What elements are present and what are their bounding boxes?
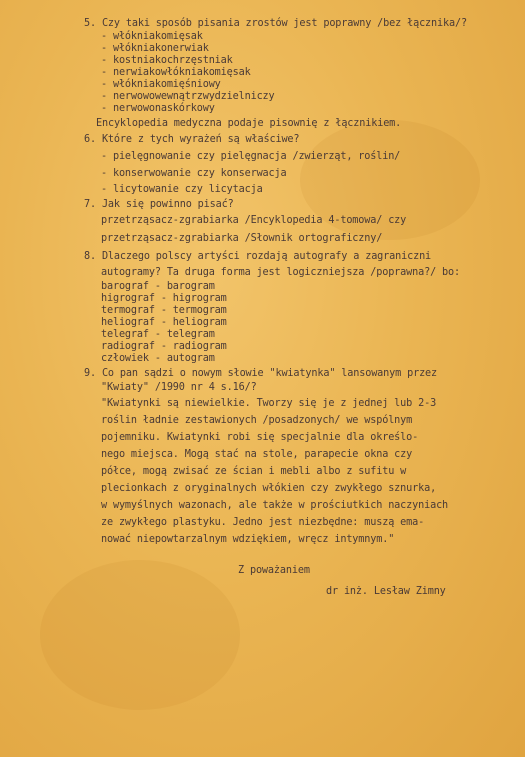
list-item: - nerwowowewnątrzwydzielniczy <box>101 91 275 102</box>
quote-line: "Kwiatynki są niewielkie. Tworzy się je z jednej lub 2-3 <box>101 398 437 409</box>
question-7: 7. Jak się powinno pisać? <box>84 199 234 210</box>
question-9-cont: "Kwiaty" /1990 nr 4 s.16/? <box>101 382 257 393</box>
signature-text: dr inż. Lesław Zimny <box>326 586 446 597</box>
list-item: radiograf - radiogram <box>101 341 227 352</box>
list-item: barograf - barogram <box>101 281 215 292</box>
closing-text: Z poważaniem <box>238 565 310 576</box>
question-6: 6. Które z tych wyrażeń są właściwe? <box>84 134 300 145</box>
list-item: telegraf - telegram <box>101 329 215 340</box>
paper-stain <box>40 560 240 710</box>
text-line: przetrząsacz-zgrabiarka /Encyklopedia 4-tomowa/ czy <box>101 215 407 226</box>
list-item: człowiek - autogram <box>101 353 215 364</box>
question-9: 9. Co pan sądzi o nowym słowie "kwiatynka" lansowanym przez <box>84 368 438 379</box>
quote-line: ze zwykłego plastyku. Jedno jest niezbędne: muszą ema- <box>101 517 425 528</box>
quote-line: plecionkach z oryginalnych włókien czy zwykłego sznurka, <box>101 483 437 494</box>
list-item: - włókniakomięśniowy <box>101 79 221 90</box>
quote-line: pojemniku. Kwiatynki robi się specjalnie dla określo- <box>101 432 419 443</box>
list-item: - licytowanie czy licytacja <box>101 184 263 195</box>
list-item: termograf - termogram <box>101 305 227 316</box>
list-item: heliograf - heliogram <box>101 317 227 328</box>
quote-line: nego miejsca. Mogą stać na stole, parapecie okna czy <box>101 449 413 460</box>
quote-line: półce, mogą zwisać ze ścian i mebli albo z sufitu w <box>101 466 407 477</box>
list-item: - nerwowonaskórkowy <box>101 103 215 114</box>
list-item: - kostniakochrzęstniak <box>101 55 233 66</box>
question-8-cont: autogramy? Ta druga forma jest logiczniejsza /poprawna?/ bo: <box>101 267 461 278</box>
question-5: 5. Czy taki sposób pisania zrostów jest poprawny /bez łącznika/? <box>84 18 467 29</box>
question-8: 8. Dlaczego polscy artyści rozdają autografy a zagraniczni <box>84 251 432 262</box>
list-item: - nerwiakowłókniakomięsak <box>101 67 251 78</box>
note-text: Encyklopedia medyczna podaje pisownię z łącznikiem. <box>96 118 402 129</box>
list-item: - włókniakonerwiak <box>101 43 209 54</box>
list-item: - konserwowanie czy konserwacja <box>101 168 287 179</box>
list-item: - pielęgnowanie czy pielęgnacja /zwierząt, roślin/ <box>101 151 401 162</box>
list-item: higrograf - higrogram <box>101 293 227 304</box>
list-item: - włókniakomięsak <box>101 31 203 42</box>
quote-line: roślin ładnie zestawionych /posadzonych/ we wspólnym <box>101 415 413 426</box>
quote-line: w wymyślnych wazonach, ale także w prościutkich naczyniach <box>101 500 449 511</box>
text-line: przetrząsacz-zgrabiarka /Słownik ortograficzny/ <box>101 233 383 244</box>
quote-line: nować niepowtarzalnym wdziękiem, wręcz intymnym." <box>101 534 395 545</box>
